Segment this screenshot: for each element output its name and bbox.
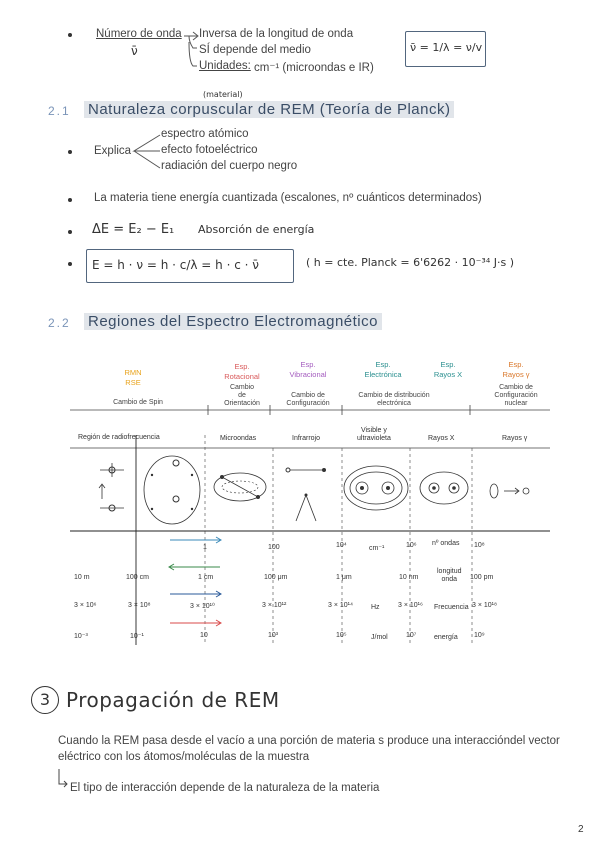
sub-nuclear: Cambio de Configuración nuclear	[494, 384, 538, 407]
propagation-line-1: Cuando la REM pasa desde el vacío a una porción de materia s produce una interaccióndel vector	[58, 735, 560, 747]
scale-value: 10⁸	[474, 542, 485, 549]
region-radiofrecuencia: Región de radiofrecuencia	[78, 434, 160, 441]
scale-value: 1	[203, 544, 207, 551]
scale-value: 1 μm	[336, 574, 352, 581]
section-2-1-number: 2.1	[48, 104, 71, 118]
sub-spin: Cambio de Spin	[113, 399, 163, 406]
scale-value: 1 cm	[198, 574, 214, 581]
unidades-label: Unidades:	[199, 60, 251, 72]
sub-electronica: Cambio de distribución electrónica	[358, 392, 430, 407]
sub-orientacion: Cambio de Orientación	[224, 384, 260, 407]
scale-unit: Hz	[371, 604, 380, 611]
explica-brace	[132, 132, 162, 172]
absorcion-text: Absorción de energía	[198, 223, 315, 236]
scale-value: 10⁴	[336, 542, 347, 549]
scale-unit: Frecuencia	[434, 604, 469, 611]
region-rayos-x: Rayos X	[428, 435, 455, 442]
scale-unit: J/mol	[371, 634, 388, 641]
bullet	[68, 262, 72, 266]
section-2-2-title: Regiones del Espectro Electromagnético	[84, 313, 382, 330]
planck-constant: ( h = cte. Planck = 6'6262 · 10⁻³⁴ J·s )	[306, 256, 515, 269]
formula: ν̄ = 1/λ = ν/v	[410, 41, 483, 54]
scale-value: 100 cm	[126, 574, 149, 581]
scale-unit: cm⁻¹	[369, 545, 385, 552]
formula-box	[405, 31, 486, 67]
note-arrow	[56, 768, 70, 788]
scale-value: 3 × 10¹⁰	[190, 603, 215, 610]
scale-value: 100	[268, 544, 280, 551]
scale-value: 100 pm	[470, 574, 494, 581]
scale-value: 3 × 10¹²	[262, 602, 287, 609]
scale-value: 10⁷	[406, 632, 417, 639]
explica-item-2: efecto fotoeléctrico	[161, 144, 258, 156]
region-infrarrojo: Infrarrojo	[292, 435, 321, 442]
section-3-title: Propagación de REM	[66, 688, 280, 712]
scale-unit: energía	[434, 634, 458, 641]
unidades-value: cm⁻¹ (microondas e IR)	[254, 62, 374, 74]
top-item-1: Inversa de la longitud de onda	[199, 28, 354, 40]
header-rotacional	[216, 362, 268, 382]
header-rayos-g	[492, 360, 540, 380]
material-annotation: (material)	[203, 90, 243, 99]
header-rayos-x	[424, 360, 472, 380]
nu-symbol: ν̄	[131, 44, 138, 58]
header-title: Esp. Rayos X	[433, 360, 463, 379]
section-2-2-number: 2.2	[48, 316, 71, 330]
scale-value: 3 × 10¹⁴	[328, 602, 353, 609]
header-title: Esp. Rayos γ	[502, 360, 530, 379]
scale-value: 10 nm	[399, 574, 419, 581]
delta-e-formula: ΔE = E₂ − E₁	[92, 222, 175, 237]
header-vibracional	[280, 360, 336, 380]
header-title: Esp. Vibracional	[289, 360, 327, 379]
scale-value: 10⁹	[474, 632, 485, 639]
energy-formula: E = h · ν = h · c/λ = h · c · ν̄	[92, 258, 259, 272]
region-visible: Visible y ultravioleta	[357, 427, 391, 442]
section-2-1-title: Naturaleza corpuscular de REM (Teoría de Planck)	[84, 101, 454, 118]
page-number: 2	[578, 824, 584, 835]
scale-value: 10⁶	[406, 542, 417, 549]
scale-value: 100 μm	[264, 574, 288, 581]
header-title: Esp. Rotacional	[224, 362, 260, 381]
scale-value: 3 × 10⁸	[128, 602, 151, 609]
scale-value: 10	[200, 632, 208, 639]
explica-item-1: espectro atómico	[161, 128, 249, 140]
header-electronica	[355, 360, 411, 380]
header-rmn	[110, 368, 156, 388]
scale-unit: longitud onda	[437, 568, 462, 583]
scale-value: 3 × 10⁶	[74, 602, 97, 609]
section-3-badge	[31, 686, 59, 714]
scale-value: 10³	[268, 632, 279, 639]
propagation-note: El tipo de interacción depende de la naturaleza de la materia	[70, 782, 380, 794]
scale-unit: nº ondas	[432, 540, 460, 547]
header-title: Esp. Electrónica	[364, 360, 402, 379]
scale-value: 10⁻¹	[130, 633, 144, 640]
scale-value: 3 × 10¹⁸	[472, 602, 497, 609]
region-microondas: Microondas	[220, 435, 257, 442]
bullet	[68, 198, 72, 202]
explica-item-3: radiación del cuerpo negro	[161, 160, 298, 172]
scale-value: 10⁵	[336, 632, 347, 639]
propagation-line-2: eléctrico con los átomos/moléculas de la muestra	[58, 751, 310, 763]
onda-label: Número de onda	[96, 28, 182, 40]
energy-box	[86, 249, 294, 283]
sub-configuracion: Cambio de Configuración	[286, 392, 330, 407]
section-3-number: 3	[39, 690, 51, 709]
header-title: RMN RSE	[124, 368, 142, 387]
bullet	[68, 33, 72, 37]
bullet	[68, 150, 72, 154]
materia-text: La materia tiene energía cuantizada (escalones, nº cuánticos determinados)	[94, 192, 482, 204]
explica-label: Explica	[94, 145, 132, 157]
scale-value: 10 m	[74, 574, 90, 581]
scale-value: 3 × 10¹⁶	[398, 602, 423, 609]
top-item-2: SÍ depende del medio	[199, 44, 311, 56]
bullet	[68, 230, 72, 234]
scale-value: 10⁻³	[74, 633, 88, 640]
region-rayos-g: Rayos γ	[502, 435, 528, 442]
